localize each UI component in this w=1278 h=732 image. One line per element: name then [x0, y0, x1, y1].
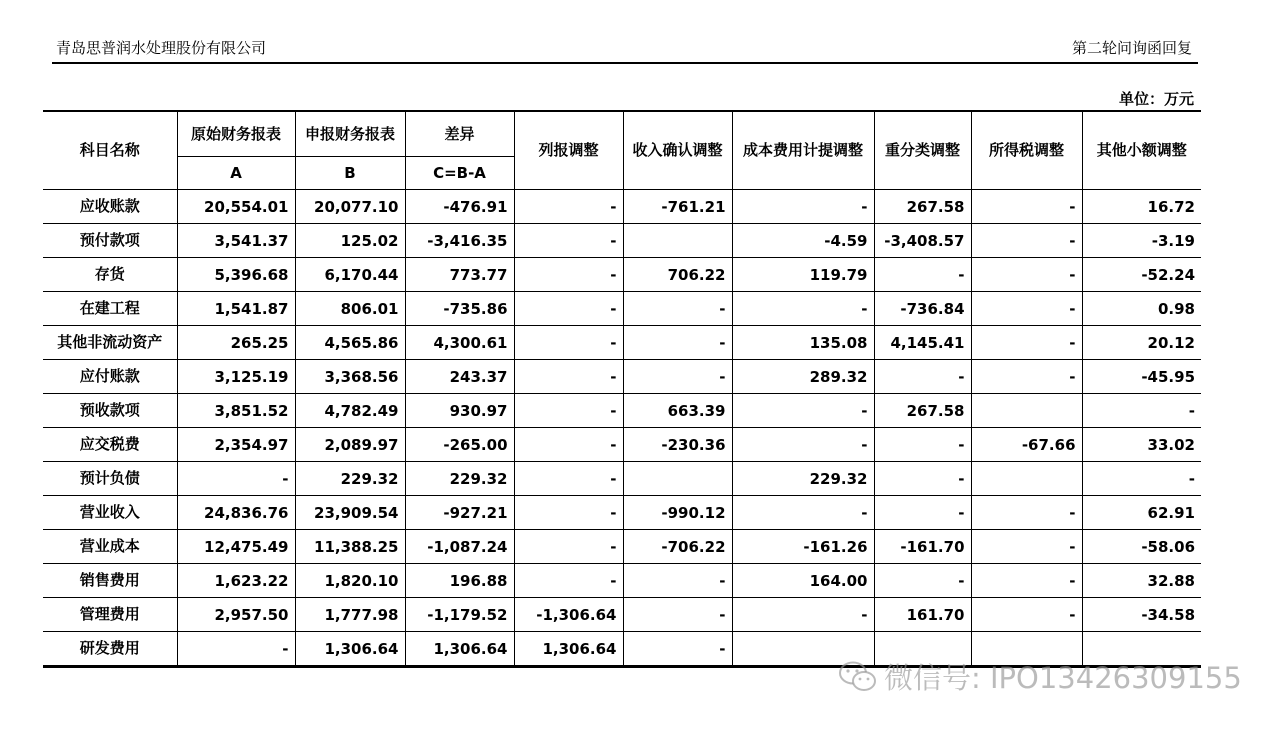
table-cell: -: [514, 224, 623, 258]
table-cell: 289.32: [732, 360, 874, 394]
table-row: [43, 258, 1201, 292]
row-label: 应付账款: [43, 360, 177, 394]
table-cell: -: [971, 326, 1082, 360]
table-cell: -735.86: [405, 292, 514, 326]
table-cell: 11,388.25: [295, 530, 405, 564]
table-row: [43, 564, 1201, 598]
table-row: [43, 428, 1201, 462]
table-cell: -: [874, 564, 971, 598]
table-cell: -: [732, 496, 874, 530]
table-cell: 243.37: [405, 360, 514, 394]
wechat-icon: [838, 660, 878, 694]
header-difference: 差异: [405, 111, 514, 157]
table-cell: -45.95: [1082, 360, 1201, 394]
table-cell: -: [514, 326, 623, 360]
table-cell: -: [623, 598, 732, 632]
table-cell: -161.26: [732, 530, 874, 564]
table-cell: -: [514, 462, 623, 496]
table-cell: -: [971, 360, 1082, 394]
table-cell: -67.66: [971, 428, 1082, 462]
table-cell: -: [971, 564, 1082, 598]
table-cell: 267.58: [874, 190, 971, 224]
header-cost-accrual-adjustment: 成本费用计提调整: [732, 111, 874, 190]
table-row: [43, 530, 1201, 564]
table-cell: -: [971, 224, 1082, 258]
row-label: 营业收入: [43, 496, 177, 530]
table-cell: -: [623, 632, 732, 667]
table-cell: 119.79: [732, 258, 874, 292]
table-cell: -: [971, 496, 1082, 530]
header-presentation-adjustment: 列报调整: [514, 111, 623, 190]
table-row: [43, 496, 1201, 530]
table-cell: -: [514, 428, 623, 462]
header-sub-b: B: [295, 157, 405, 190]
table-cell: -: [514, 564, 623, 598]
table-cell: -927.21: [405, 496, 514, 530]
document-title: 第二轮问询函回复: [1071, 39, 1192, 57]
table-cell: 6,170.44: [295, 258, 405, 292]
table-cell: 229.32: [295, 462, 405, 496]
table-cell: 23,909.54: [295, 496, 405, 530]
table-cell: -: [623, 292, 732, 326]
table-cell: -990.12: [623, 496, 732, 530]
header-sub-c: C=B-A: [405, 157, 514, 190]
row-label: 预付款项: [43, 224, 177, 258]
table-cell: 265.25: [177, 326, 295, 360]
header-row: [43, 111, 1201, 157]
header-revenue-recognition-adjustment: 收入确认调整: [623, 111, 732, 190]
table-cell: 24,836.76: [177, 496, 295, 530]
table-cell: 1,820.10: [295, 564, 405, 598]
table-cell: 125.02: [295, 224, 405, 258]
table-cell: 229.32: [732, 462, 874, 496]
wechat-watermark: [838, 656, 1242, 697]
header-item-name: 科目名称: [43, 111, 177, 190]
table-cell: 3,541.37: [177, 224, 295, 258]
table-cell: -: [514, 360, 623, 394]
table-cell: -: [732, 292, 874, 326]
table-cell: 62.91: [1082, 496, 1201, 530]
table-cell: 20,554.01: [177, 190, 295, 224]
company-name: 青岛思普润水处理股份有限公司: [56, 39, 267, 57]
table-cell: -: [732, 190, 874, 224]
table-cell: 135.08: [732, 326, 874, 360]
table-cell: -: [623, 564, 732, 598]
table-cell: 806.01: [295, 292, 405, 326]
table-row: [43, 292, 1201, 326]
table-cell: 3,368.56: [295, 360, 405, 394]
row-label: 存货: [43, 258, 177, 292]
table-cell: -: [623, 326, 732, 360]
table-cell: -: [732, 598, 874, 632]
table-cell: 0.98: [1082, 292, 1201, 326]
table-row: [43, 394, 1201, 428]
table-cell: -706.22: [623, 530, 732, 564]
table-cell: 2,957.50: [177, 598, 295, 632]
table-cell: [971, 394, 1082, 428]
table-cell: -476.91: [405, 190, 514, 224]
table-cell: 4,565.86: [295, 326, 405, 360]
table-cell: 164.00: [732, 564, 874, 598]
row-label: 其他非流动资产: [43, 326, 177, 360]
row-label: 在建工程: [43, 292, 177, 326]
table-cell: -3,408.57: [874, 224, 971, 258]
table-cell: 161.70: [874, 598, 971, 632]
table-cell: -: [874, 360, 971, 394]
table-cell: -: [971, 598, 1082, 632]
table-cell: 32.88: [1082, 564, 1201, 598]
row-label: 销售费用: [43, 564, 177, 598]
header-filed-report: 申报财务报表: [295, 111, 405, 157]
table-cell: -: [971, 530, 1082, 564]
header-reclassification-adjustment: 重分类调整: [874, 111, 971, 190]
table-cell: -161.70: [874, 530, 971, 564]
header-other-minor-adjustment: 其他小额调整: [1082, 111, 1201, 190]
table-cell: 1,623.22: [177, 564, 295, 598]
table-cell: 1,777.98: [295, 598, 405, 632]
table-cell: 5,396.68: [177, 258, 295, 292]
row-label: 研发费用: [43, 632, 177, 667]
table-cell: 4,145.41: [874, 326, 971, 360]
row-label: 预收款项: [43, 394, 177, 428]
table-cell: 1,306.64: [295, 632, 405, 667]
table-cell: -: [732, 394, 874, 428]
row-label: 应交税费: [43, 428, 177, 462]
table-cell: [623, 224, 732, 258]
unit-label: 单位：万元: [1118, 90, 1194, 108]
watermark-text: 微信号: IPO13426309155: [884, 661, 1242, 695]
header-original-report: 原始财务报表: [177, 111, 295, 157]
table-cell: -: [514, 292, 623, 326]
table-cell: 1,541.87: [177, 292, 295, 326]
table-cell: -: [514, 258, 623, 292]
table-cell: -: [971, 258, 1082, 292]
table-cell: [971, 462, 1082, 496]
table-cell: 20.12: [1082, 326, 1201, 360]
table-cell: -1,306.64: [514, 598, 623, 632]
table-cell: -34.58: [1082, 598, 1201, 632]
table-cell: -: [874, 496, 971, 530]
table-cell: -: [971, 190, 1082, 224]
table-cell: -: [874, 428, 971, 462]
table-cell: 267.58: [874, 394, 971, 428]
table-cell: 1,306.64: [405, 632, 514, 667]
table-cell: 4,300.61: [405, 326, 514, 360]
table-cell: 706.22: [623, 258, 732, 292]
table-cell: -1,179.52: [405, 598, 514, 632]
table-cell: -: [623, 360, 732, 394]
table-row: [43, 598, 1201, 632]
table-cell: -: [177, 632, 295, 667]
table-cell: -230.36: [623, 428, 732, 462]
table-row: [43, 224, 1201, 258]
table-row: [43, 326, 1201, 360]
table-row: [43, 462, 1201, 496]
table-cell: 4,782.49: [295, 394, 405, 428]
table-cell: 16.72: [1082, 190, 1201, 224]
table-cell: -: [514, 496, 623, 530]
table-cell: -: [874, 462, 971, 496]
table-cell: 1,306.64: [514, 632, 623, 667]
table-cell: -265.00: [405, 428, 514, 462]
row-label: 应收账款: [43, 190, 177, 224]
table-cell: 2,089.97: [295, 428, 405, 462]
table-cell: 2,354.97: [177, 428, 295, 462]
table-cell: -3.19: [1082, 224, 1201, 258]
table-cell: 20,077.10: [295, 190, 405, 224]
table-cell: -4.59: [732, 224, 874, 258]
header-divider: [52, 62, 1198, 64]
table-row: [43, 190, 1201, 224]
table-cell: -: [732, 428, 874, 462]
table-cell: -1,087.24: [405, 530, 514, 564]
table-cell: 196.88: [405, 564, 514, 598]
header-income-tax-adjustment: 所得税调整: [971, 111, 1082, 190]
table-cell: 773.77: [405, 258, 514, 292]
table-cell: 3,125.19: [177, 360, 295, 394]
adjustment-table: [43, 110, 1201, 668]
table-cell: -: [874, 258, 971, 292]
table-cell: -: [1082, 462, 1201, 496]
header-sub-a: A: [177, 157, 295, 190]
table-cell: 12,475.49: [177, 530, 295, 564]
table-cell: -: [514, 530, 623, 564]
table-cell: 930.97: [405, 394, 514, 428]
table-cell: -761.21: [623, 190, 732, 224]
row-label: 管理费用: [43, 598, 177, 632]
row-label: 预计负债: [43, 462, 177, 496]
table-row: [43, 360, 1201, 394]
table-cell: -58.06: [1082, 530, 1201, 564]
table-cell: [623, 462, 732, 496]
table-cell: -: [514, 394, 623, 428]
table-cell: 229.32: [405, 462, 514, 496]
table-cell: -736.84: [874, 292, 971, 326]
table-cell: 33.02: [1082, 428, 1201, 462]
table-cell: -3,416.35: [405, 224, 514, 258]
table-cell: 663.39: [623, 394, 732, 428]
table-cell: -52.24: [1082, 258, 1201, 292]
row-label: 营业成本: [43, 530, 177, 564]
table-cell: -: [1082, 394, 1201, 428]
table-cell: -: [177, 462, 295, 496]
table-cell: 3,851.52: [177, 394, 295, 428]
table-cell: -: [971, 292, 1082, 326]
table-cell: -: [514, 190, 623, 224]
